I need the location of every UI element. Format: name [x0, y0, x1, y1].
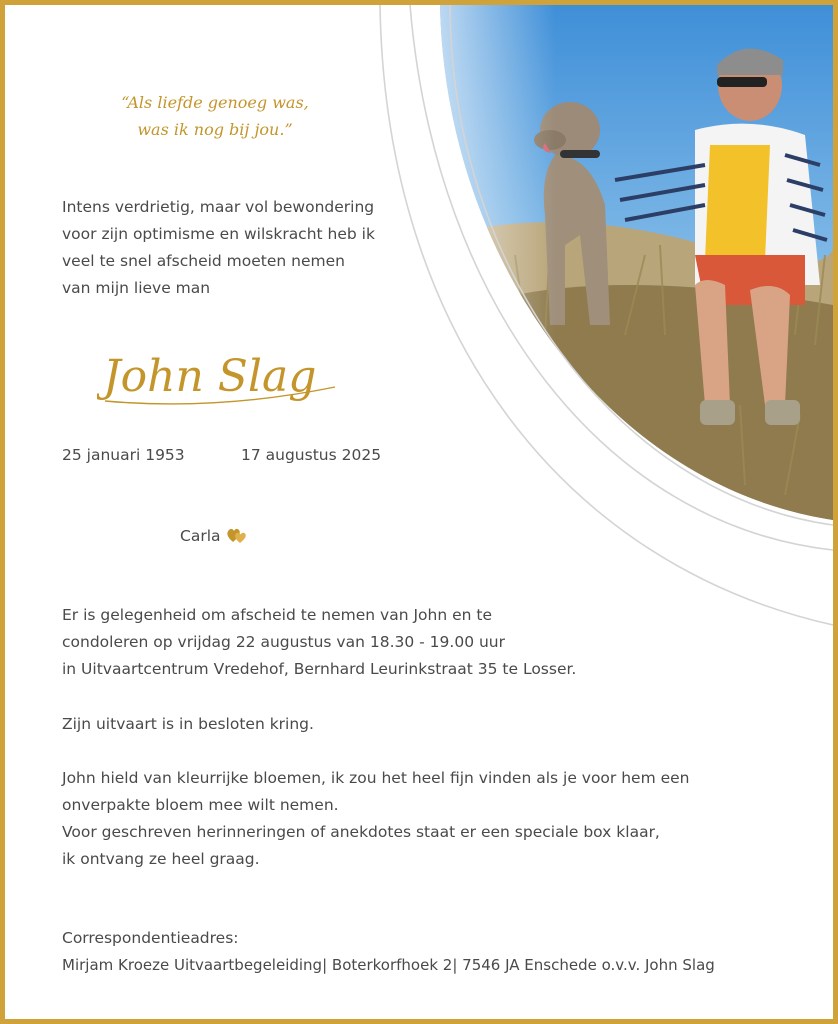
condolence-line: condoleren op vrijdag 22 augustus van 18.30 - 19.00 uur: [62, 633, 505, 651]
condolence-line: in Uitvaartcentrum Vredehof, Bernhard Leurinkstraat 35 te Losser.: [62, 660, 577, 678]
correspondence-label: Correspondentieadres:: [62, 929, 239, 947]
intro-text: [62, 194, 375, 302]
death-date: 17 augustus 2025: [241, 446, 382, 464]
correspondence: [62, 925, 715, 979]
intro-line: Intens verdrietig, maar vol bewondering: [62, 198, 375, 216]
birth-date: 25 januari 1953: [62, 446, 185, 464]
flowers-line: ik ontvang ze heel graag.: [62, 850, 260, 868]
flowers-line: onverpakte bloem mee wilt nemen.: [62, 796, 339, 814]
signature-name: [97, 335, 347, 425]
intro-line: van mijn lieve man: [62, 279, 211, 297]
quote-line: “Als liefde genoeg was,: [121, 93, 309, 112]
photo-man-with-dog-icon: [405, 5, 833, 525]
flowers-line: John hield van kleurrijke bloemen, ik zou het heel fijn vinden als je voor hem een: [62, 769, 690, 787]
hearts-icon: [226, 526, 248, 544]
signed-by: Carla: [180, 527, 221, 545]
condolence-line: Er is gelegenheid om afscheid te nemen van John en te: [62, 606, 492, 624]
intro-line: veel te snel afscheid moeten nemen: [62, 252, 345, 270]
signature-text: John Slag: [103, 351, 317, 402]
quote: [105, 89, 325, 143]
private-service-text: Zijn uitvaart is in besloten kring.: [62, 715, 314, 733]
quote-line: was ik nog bij jou.”: [137, 120, 293, 139]
intro-line: voor zijn optimisme en wilskracht heb ik: [62, 225, 375, 243]
flowers-text: [62, 765, 690, 873]
flowers-line: Voor geschreven herinneringen of anekdotes staat er een speciale box klaar,: [62, 823, 660, 841]
condolence-text: [62, 602, 576, 683]
correspondence-address: Mirjam Kroeze Uitvaartbegeleiding| Boterkorfhoek 2| 7546 JA Enschede o.v.v. John Slag: [62, 956, 715, 974]
